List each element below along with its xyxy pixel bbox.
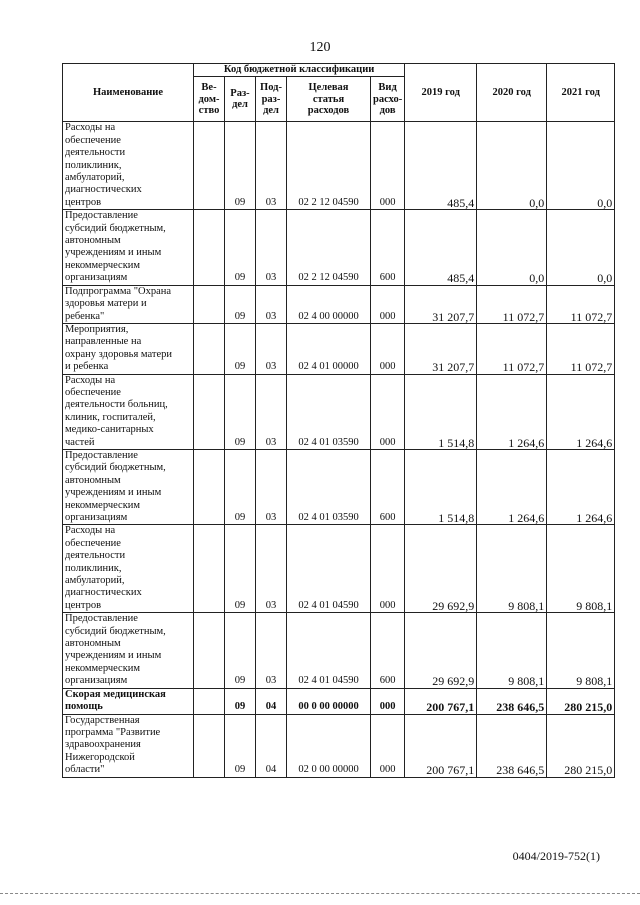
- row-value-2019: 1 514,8: [405, 449, 477, 524]
- table-row: [63, 210, 615, 285]
- table-row: [63, 525, 615, 613]
- header-budget-code: Код бюджетной классификации: [194, 64, 405, 77]
- row-value-2021: 0,0: [547, 122, 615, 210]
- row-podrazdel: 03: [256, 613, 287, 688]
- row-vid-raskhodov: 000: [371, 714, 405, 777]
- row-value-2019: 29 692,9: [405, 613, 477, 688]
- row-name: Предоставление субсидий бюджетным, автономным учреждениям и иным некоммерческим организациям: [63, 449, 194, 524]
- row-value-2020: 9 808,1: [477, 613, 547, 688]
- row-value-2021: 280 215,0: [547, 688, 615, 714]
- row-vedomstvo: [194, 613, 225, 688]
- row-podrazdel: 03: [256, 449, 287, 524]
- row-razdel: 09: [225, 374, 256, 449]
- row-vid-raskhodov: 000: [371, 525, 405, 613]
- row-tselevaya-statya: 02 4 01 04590: [287, 613, 371, 688]
- row-name: Расходы на обеспечение деятельности поликлиник, амбулаторий, диагностических центров: [63, 122, 194, 210]
- row-podrazdel: 03: [256, 374, 287, 449]
- row-tselevaya-statya: 02 0 00 00000: [287, 714, 371, 777]
- row-value-2021: 1 264,6: [547, 374, 615, 449]
- table-row: [63, 374, 615, 449]
- row-name: Подпрограмма "Охрана здоровья матери и ребенка": [63, 285, 194, 323]
- header-2019: 2019 год: [405, 64, 477, 122]
- row-razdel: 09: [225, 210, 256, 285]
- row-value-2019: 1 514,8: [405, 374, 477, 449]
- row-name: Государственная программа "Развитие здравоохранения Нижегородской области": [63, 714, 194, 777]
- row-value-2019: 200 767,1: [405, 714, 477, 777]
- row-vedomstvo: [194, 525, 225, 613]
- row-razdel: 09: [225, 688, 256, 714]
- table-row: [63, 285, 615, 323]
- row-podrazdel: 03: [256, 285, 287, 323]
- row-tselevaya-statya: 02 4 00 00000: [287, 285, 371, 323]
- row-tselevaya-statya: 00 0 00 00000: [287, 688, 371, 714]
- row-razdel: 09: [225, 122, 256, 210]
- header-razdel: Раз- дел: [225, 77, 256, 122]
- row-vedomstvo: [194, 285, 225, 323]
- table-row: [63, 688, 615, 714]
- row-podrazdel: 04: [256, 688, 287, 714]
- row-value-2019: 31 207,7: [405, 323, 477, 374]
- row-vid-raskhodov: 600: [371, 613, 405, 688]
- table-row: [63, 613, 615, 688]
- row-razdel: 09: [225, 613, 256, 688]
- row-vid-raskhodov: 000: [371, 374, 405, 449]
- row-value-2021: 9 808,1: [547, 525, 615, 613]
- table-row: [63, 449, 615, 524]
- row-razdel: 09: [225, 323, 256, 374]
- budget-table: [62, 63, 615, 778]
- row-name: Расходы на обеспечение деятельности больниц, клиник, госпиталей, медико-санитарных частей: [63, 374, 194, 449]
- row-value-2020: 0,0: [477, 122, 547, 210]
- row-tselevaya-statya: 02 2 12 04590: [287, 122, 371, 210]
- header-name: Наименование: [63, 64, 194, 122]
- row-vedomstvo: [194, 714, 225, 777]
- row-value-2021: 1 264,6: [547, 449, 615, 524]
- row-name: Расходы на обеспечение деятельности поликлиник, амбулаторий, диагностических центров: [63, 525, 194, 613]
- row-value-2019: 485,4: [405, 122, 477, 210]
- row-vid-raskhodov: 000: [371, 688, 405, 714]
- row-value-2019: 485,4: [405, 210, 477, 285]
- table-row: [63, 323, 615, 374]
- table-row: [63, 122, 615, 210]
- row-vedomstvo: [194, 449, 225, 524]
- row-vedomstvo: [194, 374, 225, 449]
- row-value-2021: 11 072,7: [547, 323, 615, 374]
- page-number: 120: [309, 40, 331, 55]
- row-vedomstvo: [194, 323, 225, 374]
- row-vid-raskhodov: 600: [371, 449, 405, 524]
- row-tselevaya-statya: 02 4 01 03590: [287, 374, 371, 449]
- row-value-2019: 200 767,1: [405, 688, 477, 714]
- row-vid-raskhodov: 000: [371, 285, 405, 323]
- row-vid-raskhodov: 600: [371, 210, 405, 285]
- table-row: [63, 714, 615, 777]
- row-podrazdel: 03: [256, 210, 287, 285]
- row-vedomstvo: [194, 122, 225, 210]
- row-value-2020: 238 646,5: [477, 688, 547, 714]
- row-name: Скорая медицинская помощь: [63, 688, 194, 714]
- document-id: 0404/2019-752(1): [512, 849, 600, 863]
- row-value-2020: 1 264,6: [477, 449, 547, 524]
- row-vedomstvo: [194, 210, 225, 285]
- row-podrazdel: 03: [256, 525, 287, 613]
- row-value-2020: 238 646,5: [477, 714, 547, 777]
- row-podrazdel: 04: [256, 714, 287, 777]
- row-name: Предоставление субсидий бюджетным, автономным учреждениям и иным некоммерческим организациям: [63, 613, 194, 688]
- header-2020: 2020 год: [477, 64, 547, 122]
- row-razdel: 09: [225, 714, 256, 777]
- row-name: Мероприятия, направленные на охрану здоровья матери и ребенка: [63, 323, 194, 374]
- header-vid-raskhodov: Вид расхо- дов: [371, 77, 405, 122]
- row-vid-raskhodov: 000: [371, 122, 405, 210]
- header-vedomstvo: Ве- дом- ство: [194, 77, 225, 122]
- page-bottom-rule: [0, 893, 640, 894]
- row-value-2021: 9 808,1: [547, 613, 615, 688]
- row-tselevaya-statya: 02 4 01 03590: [287, 449, 371, 524]
- row-value-2020: 0,0: [477, 210, 547, 285]
- row-razdel: 09: [225, 449, 256, 524]
- row-value-2020: 9 808,1: [477, 525, 547, 613]
- row-razdel: 09: [225, 285, 256, 323]
- row-tselevaya-statya: 02 4 01 04590: [287, 525, 371, 613]
- row-podrazdel: 03: [256, 122, 287, 210]
- header-podrazdel: Под- раз- дел: [256, 77, 287, 122]
- row-value-2020: 11 072,7: [477, 323, 547, 374]
- table-body: [63, 122, 615, 777]
- row-value-2021: 11 072,7: [547, 285, 615, 323]
- row-value-2021: 280 215,0: [547, 714, 615, 777]
- header-2021: 2021 год: [547, 64, 615, 122]
- row-value-2021: 0,0: [547, 210, 615, 285]
- row-name: Предоставление субсидий бюджетным, автономным учреждениям и иным некоммерческим организациям: [63, 210, 194, 285]
- header-tselevaya-statya: Целевая статья расходов: [287, 77, 371, 122]
- row-vedomstvo: [194, 688, 225, 714]
- row-razdel: 09: [225, 525, 256, 613]
- row-value-2019: 31 207,7: [405, 285, 477, 323]
- row-value-2019: 29 692,9: [405, 525, 477, 613]
- row-vid-raskhodov: 000: [371, 323, 405, 374]
- row-tselevaya-statya: 02 4 01 00000: [287, 323, 371, 374]
- row-tselevaya-statya: 02 2 12 04590: [287, 210, 371, 285]
- row-value-2020: 1 264,6: [477, 374, 547, 449]
- row-podrazdel: 03: [256, 323, 287, 374]
- row-value-2020: 11 072,7: [477, 285, 547, 323]
